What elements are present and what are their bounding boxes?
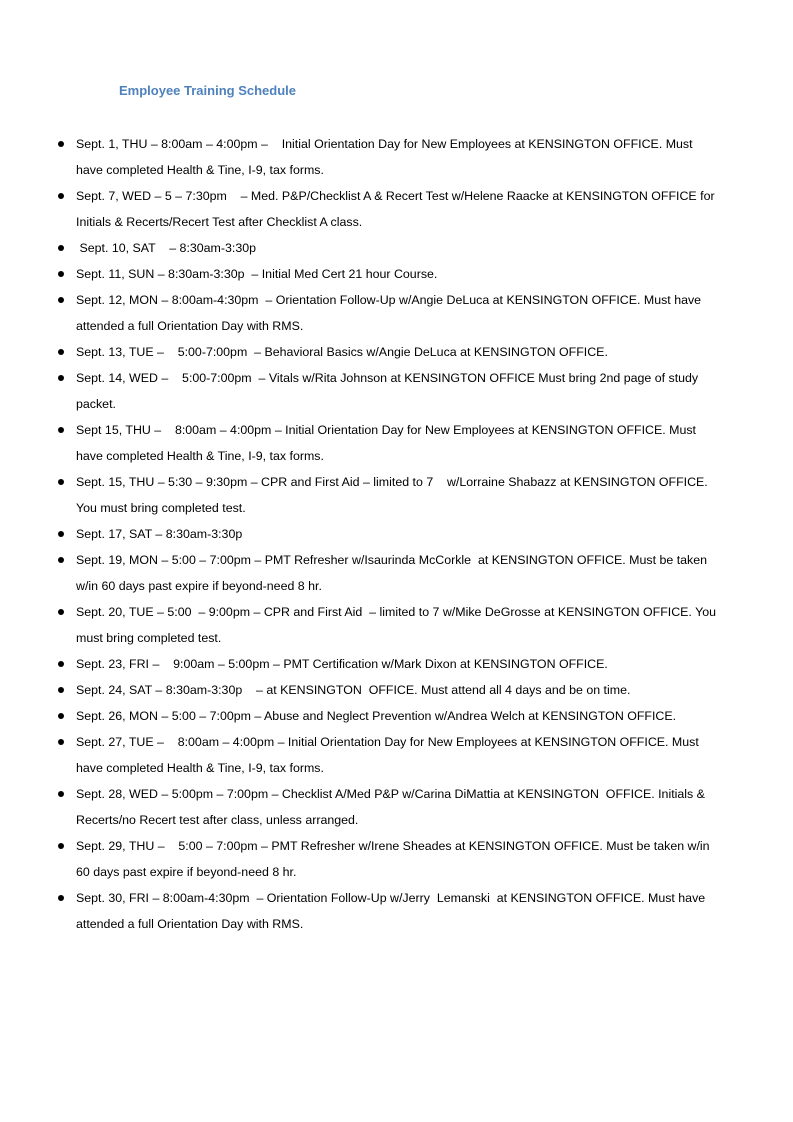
bullet-icon: [58, 687, 64, 693]
schedule-item: [0, 781, 721, 833]
schedule-item: [0, 287, 721, 339]
bullet-icon: [58, 531, 64, 537]
schedule-item: [0, 677, 721, 703]
schedule-item-text: Sept. 24, SAT – 8:30am-3:30p – at KENSINGTON OFFICE. Must attend all 4 days and be on time.: [76, 683, 631, 697]
schedule-item-text: Sept. 27, TUE – 8:00am – 4:00pm – Initial Orientation Day for New Employees at KENSINGTON OFFICE. Must have completed Health & Tine, I-9, tax forms.: [76, 735, 703, 775]
schedule-item-text: Sept. 14, WED – 5:00-7:00pm – Vitals w/Rita Johnson at KENSINGTON OFFICE Must bring 2nd page of study packet.: [76, 371, 702, 411]
schedule-item: [0, 885, 721, 937]
schedule-item: [0, 131, 721, 183]
schedule-item-text: Sept 15, THU – 8:00am – 4:00pm – Initial Orientation Day for New Employees at KENSINGTON OFFICE. Must have completed Health & Tine, I-9, tax forms.: [76, 423, 700, 463]
schedule-item-text: Sept. 26, MON – 5:00 – 7:00pm – Abuse and Neglect Prevention w/Andrea Welch at KENSINGTON OFFICE.: [76, 709, 677, 723]
schedule-item: [0, 235, 721, 261]
schedule-item-text: Sept. 12, MON – 8:00am-4:30pm – Orientation Follow-Up w/Angie DeLuca at KENSINGTON OFFICE. Must have attended a full Orientation Day with RMS.: [76, 293, 705, 333]
schedule-item: [0, 339, 721, 365]
schedule-item-text: Sept. 1, THU – 8:00am – 4:00pm – Initial Orientation Day for New Employees at KENSINGTON OFFICE. Must have completed Health & Tine, I-9, tax forms.: [76, 137, 697, 177]
schedule-item: [0, 183, 721, 235]
schedule-item: [0, 261, 721, 287]
schedule-item: [0, 833, 721, 885]
bullet-icon: [58, 427, 64, 433]
schedule-list: [0, 131, 793, 937]
bullet-icon: [58, 557, 64, 563]
bullet-icon: [58, 349, 64, 355]
bullet-icon: [58, 895, 64, 901]
schedule-item: [0, 547, 721, 599]
bullet-icon: [58, 375, 64, 381]
bullet-icon: [58, 245, 64, 251]
schedule-item-text: Sept. 23, FRI – 9:00am – 5:00pm – PMT Certification w/Mark Dixon at KENSINGTON OFFICE.: [76, 657, 608, 671]
bullet-icon: [58, 739, 64, 745]
schedule-item: [0, 521, 721, 547]
bullet-icon: [58, 609, 64, 615]
schedule-item-text: Sept. 29, THU – 5:00 – 7:00pm – PMT Refresher w/Irene Sheades at KENSINGTON OFFICE. Must be taken w/in 60 days past expire if beyond-need 8 hr.: [76, 839, 714, 879]
document-title: Employee Training Schedule: [119, 83, 296, 98]
schedule-item-text: Sept. 10, SAT – 8:30am-3:30p: [76, 241, 257, 255]
schedule-item: [0, 729, 721, 781]
schedule-item-text: Sept. 11, SUN – 8:30am-3:30p – Initial Med Cert 21 hour Course.: [76, 267, 438, 281]
schedule-item: [0, 365, 721, 417]
schedule-item-text: Sept. 28, WED – 5:00pm – 7:00pm – Checklist A/Med P&P w/Carina DiMattia at KENSINGTON OFFICE. Initials & Recerts/no Recert test after class, unless arranged.: [76, 787, 709, 827]
bullet-icon: [58, 193, 64, 199]
schedule-item-text: Sept. 13, TUE – 5:00-7:00pm – Behavioral Basics w/Angie DeLuca at KENSINGTON OFFICE.: [76, 345, 608, 359]
bullet-icon: [58, 713, 64, 719]
bullet-icon: [58, 791, 64, 797]
schedule-item-text: Sept. 30, FRI – 8:00am-4:30pm – Orientation Follow-Up w/Jerry Lemanski at KENSINGTON OFFICE. Must have attended a full Orientation Day with RMS.: [76, 891, 709, 931]
bullet-icon: [58, 297, 64, 303]
schedule-item: [0, 703, 721, 729]
schedule-item-text: Sept. 17, SAT – 8:30am-3:30p: [76, 527, 243, 541]
bullet-icon: [58, 271, 64, 277]
schedule-item-text: Sept. 20, TUE – 5:00 – 9:00pm – CPR and First Aid – limited to 7 w/Mike DeGrosse at KENSINGTON OFFICE. You must bring completed test.: [76, 605, 720, 645]
schedule-item: [0, 599, 721, 651]
bullet-icon: [58, 843, 64, 849]
bullet-icon: [58, 479, 64, 485]
schedule-item-text: Sept. 15, THU – 5:30 – 9:30pm – CPR and First Aid – limited to 7 w/Lorraine Shabazz at KENSINGTON OFFICE. You must bring completed test.: [76, 475, 711, 515]
schedule-item-text: Sept. 19, MON – 5:00 – 7:00pm – PMT Refresher w/Isaurinda McCorkle at KENSINGTON OFFICE. Must be taken w/in 60 days past expire if beyond-need 8 hr.: [76, 553, 711, 593]
bullet-icon: [58, 661, 64, 667]
schedule-item: [0, 651, 721, 677]
schedule-item-text: Sept. 7, WED – 5 – 7:30pm – Med. P&P/Checklist A & Recert Test w/Helene Raacke at KENSINGTON OFFICE for Initials & Recerts/Recert Test after Checklist A class.: [76, 189, 719, 229]
schedule-item: [0, 469, 721, 521]
schedule-item: [0, 417, 721, 469]
bullet-icon: [58, 141, 64, 147]
